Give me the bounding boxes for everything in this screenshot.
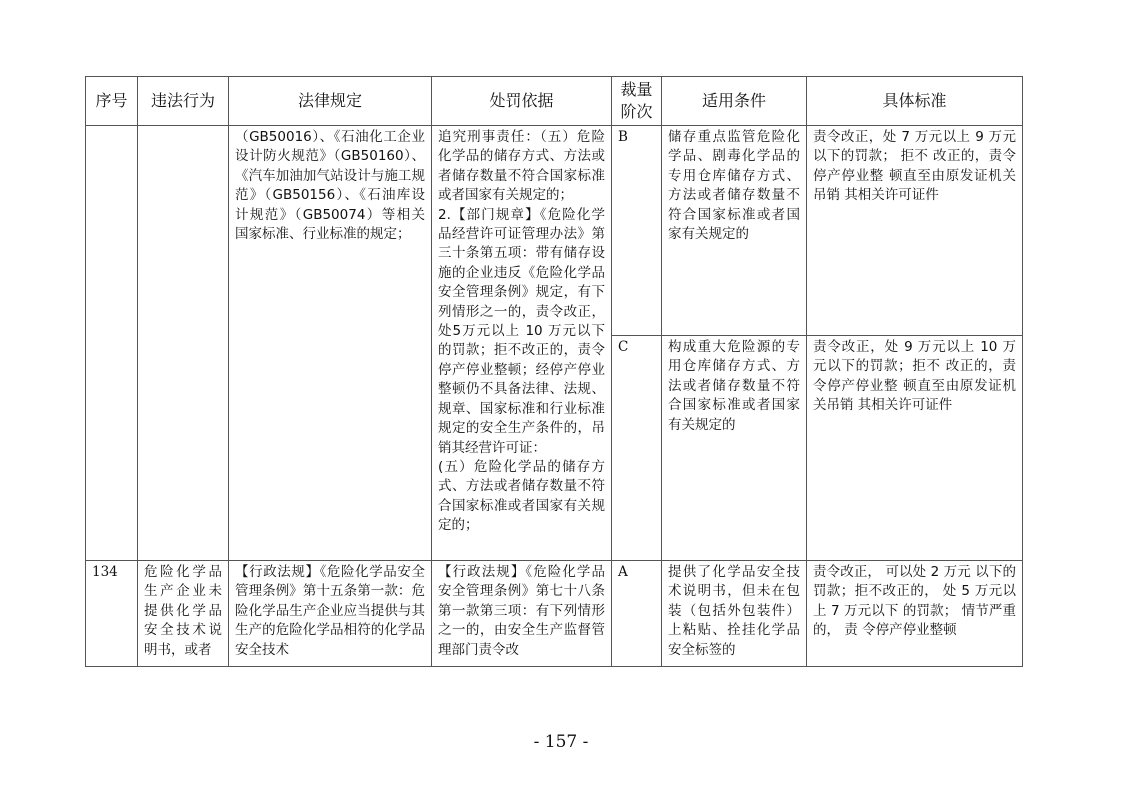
header-penalty-basis: 处罚依据 bbox=[432, 77, 612, 126]
violation-cell bbox=[138, 126, 229, 561]
applicable-condition-cell: 提供了化学品安全技术说明书，但未在包装（包括外包装件）上粘贴、拴挂化学品安全标签的 bbox=[662, 561, 807, 667]
penalty-basis-cell: 追究刑事责任：（五）危险化学品的储存方式、方法或者储存数量不符合国家标准或者国家有关规定的； 2.【部门规章】《危险化学品经营许可证管理办法》第三十条第五项：带有储存设施的企业违反《危险化学品安全管理条例》规定，有下列情形之一的，责令改正，处5万元以上 10 万元以下的罚款；拒不改正的，责令停产停业整顿；经停产停业整顿仍不具备法律、法规、规章、国家标准和行业标准规定的安全生产条件的，吊销其经营许可证： (五）危险化学品的储存方式、方法或者储存数量不符合国家标准或者国家有关规定的； bbox=[432, 126, 612, 561]
row-number: 134 bbox=[86, 561, 138, 667]
table-row bbox=[86, 561, 1023, 667]
discretion-level-cell: B bbox=[612, 126, 662, 336]
specific-standard-cell: 责令改正，处 9 万元以上 10 万元以下的罚款；拒不 改正的，责令停产停业整 顿直至由原发证机关吊销 其相关许可证件 bbox=[807, 336, 1023, 561]
header-applicable-condition: 适用条件 bbox=[662, 77, 807, 126]
specific-standard-cell: 责令改正，处 7 万元以上 9 万元以下的罚款； 拒不 改正的，责令停产停业整 顿直至由原发证机关吊销 其相关许可证件 bbox=[807, 126, 1023, 336]
discretion-level-cell: C bbox=[612, 336, 662, 561]
header-no: 序号 bbox=[86, 77, 138, 126]
violation-cell: 危险化学品生产企业未提供化学品安全技术说明书，或者 bbox=[138, 561, 229, 667]
table-header-row bbox=[86, 77, 1023, 126]
page-number: - 157 - bbox=[533, 732, 589, 752]
penalty-standard-table bbox=[85, 76, 1023, 667]
applicable-condition-cell: 储存重点监管危险化学品、剧毒化学品的专用仓库储存方式、方法或者储存数量不符合国家标准或者国家有关规定的 bbox=[662, 126, 807, 336]
applicable-condition-cell: 构成重大危险源的专用仓库储存方式、方法或者储存数量不符合国家标准或者国家有关规定的 bbox=[662, 336, 807, 561]
table-row bbox=[86, 126, 1023, 336]
header-discretion-level: 裁量阶次 bbox=[612, 77, 662, 126]
row-number bbox=[86, 126, 138, 561]
header-specific-standard: 具体标准 bbox=[807, 77, 1023, 126]
specific-standard-cell: 责令改正， 可以处 2 万元 以下的罚款；拒不改正的， 处 5 万元以上 7 万元以下 的罚款； 情节严重的， 责 令停产停业整顿 bbox=[807, 561, 1023, 667]
header-violation: 违法行为 bbox=[138, 77, 229, 126]
penalty-basis-cell: 【行政法规】《危险化学品安全管理条例》第七十八条第一款第三项：有下列情形之一的，由安全生产监督管理部门责令改 bbox=[432, 561, 612, 667]
discretion-level-cell: A bbox=[612, 561, 662, 667]
legal-provision-cell: （GB50016）、《石油化工企业设计防火规范》（GB50160）、《汽车加油加气站设计与施工规范》（GB50156）、《石油库设计规范》（GB50074）等相关国家标准、行业标准的规定； bbox=[229, 126, 432, 561]
header-legal-provision: 法律规定 bbox=[229, 77, 432, 126]
legal-provision-cell: 【行政法规】《危险化学品安全管理条例》第十五条第一款：危险化学品生产企业应当提供与其生产的危险化学品相符的化学品安全技术 bbox=[229, 561, 432, 667]
